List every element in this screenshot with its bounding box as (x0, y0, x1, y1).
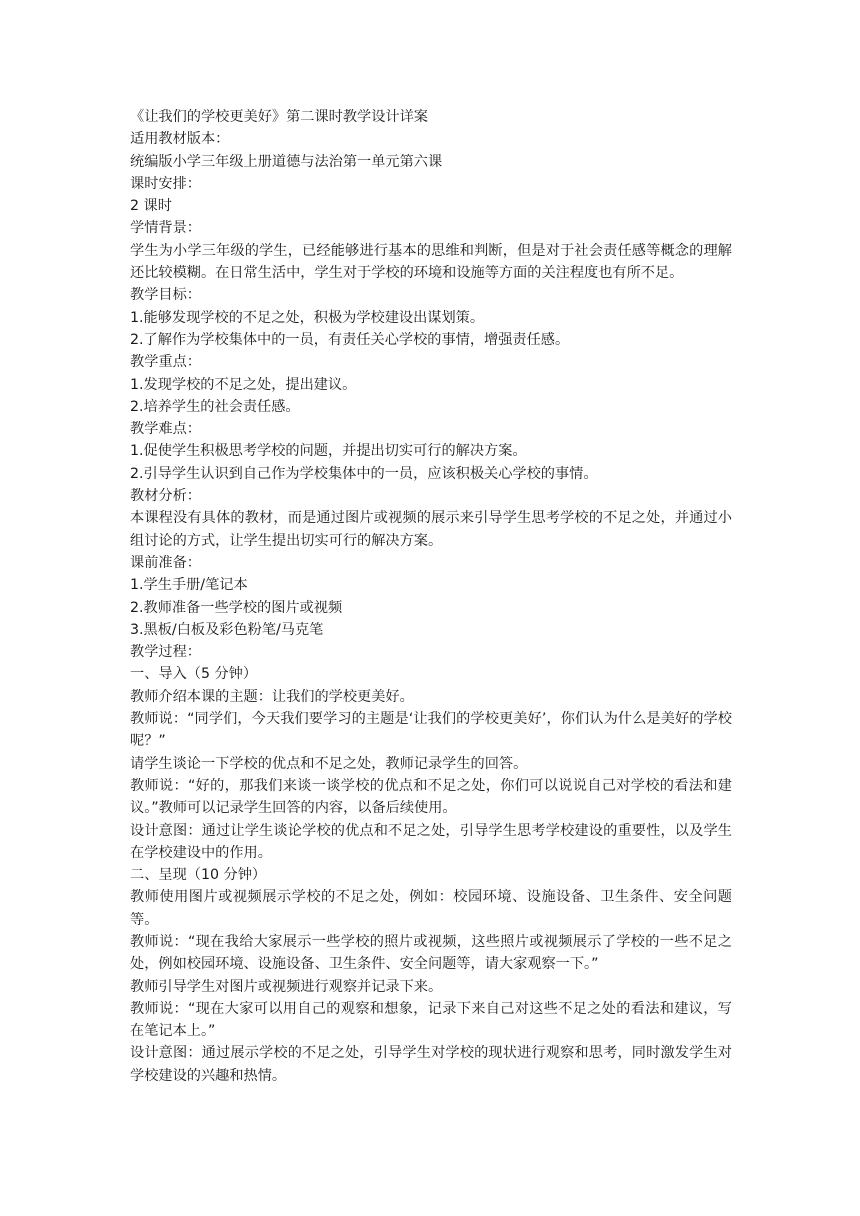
document-line: 2.引导学生认识到自己作为学校集体中的一员，应该积极关心学校的事情。 (130, 465, 598, 482)
document-paragraph: 本课程没有具体的教材，而是通过图片或视频的展示来引导学生思考学校的不足之处，并通过小组讨论的方式，让学生提出切实可行的解决方案。 (130, 510, 732, 549)
document-line: 2 课时 (130, 198, 172, 215)
document-line: 教材分析： (130, 488, 201, 505)
document-line: 教师引导学生对图片或视频进行观察并记录下来。 (130, 978, 443, 995)
document-line: 教学难点： (130, 421, 201, 438)
document-line: 适用教材版本： (130, 131, 230, 148)
document-line: 教师介绍本课的主题：让我们的学校更美好。 (130, 688, 414, 705)
document-line: 1.能够发现学校的不足之处，积极为学校建设出谋划策。 (130, 309, 485, 326)
document-line: 学情背景： (130, 220, 201, 237)
document-line: 课前准备： (130, 554, 201, 571)
document-line: 二、呈现（10 分钟） (130, 867, 267, 884)
document-line: 一、导入（5 分钟） (130, 666, 258, 683)
document-line: 2.培养学生的社会责任感。 (130, 398, 300, 415)
document-line: 《让我们的学校更美好》第二课时教学设计详案 (130, 109, 428, 125)
document-line: 统编版小学三年级上册道德与法治第一单元第六课 (130, 153, 443, 170)
document-paragraph: 教师说：“现在大家可以用自己的观察和想象，记录下来自己对这些不足之处的看法和建议，写在笔记本上。” (130, 1000, 732, 1040)
document-line: 1.促使学生积极思考学校的问题，并提出切实可行的解决方案。 (130, 443, 527, 460)
document-line: 1.发现学校的不足之处，提出建议。 (130, 376, 357, 393)
document-page (130, 106, 732, 1087)
document-line: 教学重点： (130, 354, 201, 371)
document-line: 课时安排： (130, 175, 201, 192)
document-paragraph: 教师说：“同学们，今天我们要学习的主题是‘让我们的学校更美好’，你们认为什么是美好的学校呢？” (130, 711, 732, 750)
document-line: 2.了解作为学校集体中的一员，有责任关心学校的事情，增强责任感。 (130, 331, 570, 348)
document-line: 2.教师准备一些学校的图片或视频 (130, 599, 343, 616)
document-line: 1.学生手册/笔记本 (130, 577, 248, 594)
document-paragraph: 教师说：“现在我给大家展示一些学校的照片或视频，这些照片或视频展示了学校的一些不足之处，例如校园环境、设施设备、卫生条件、安全问题等，请大家观察一下。” (130, 933, 732, 973)
document-paragraph: 设计意图：通过展示学校的不足之处，引导学生对学校的现状进行观察和思考，同时激发学生对学校建设的兴趣和热情。 (130, 1045, 732, 1084)
document-line: 3.黑板/白板及彩色粉笔/马克笔 (130, 621, 324, 638)
document-line: 请学生谈论一下学校的优点和不足之处，教师记录学生的回答。 (130, 755, 528, 772)
document-paragraph: 设计意图：通过让学生谈论学校的优点和不足之处，引导学生思考学校建设的重要性，以及学生在学校建设中的作用。 (130, 822, 732, 861)
document-paragraph: 学生为小学三年级的学生，已经能够进行基本的思维和判断，但是对于社会责任感等概念的理解还比较模糊。在日常生活中，学生对于学校的环境和设施等方面的关注程度也有所不足。 (130, 242, 732, 282)
document-paragraph: 教师说：“好的，那我们来谈一谈学校的优点和不足之处，你们可以说说自己对学校的看法和建议。”教师可以记录学生回答的内容，以备后续使用。 (130, 777, 732, 817)
document-paragraph: 教师使用图片或视频展示学校的不足之处，例如：校园环境、设施设备、卫生条件、安全问题等。 (130, 889, 732, 928)
document-line: 教学目标： (130, 287, 201, 304)
document-line: 教学过程： (130, 644, 201, 661)
